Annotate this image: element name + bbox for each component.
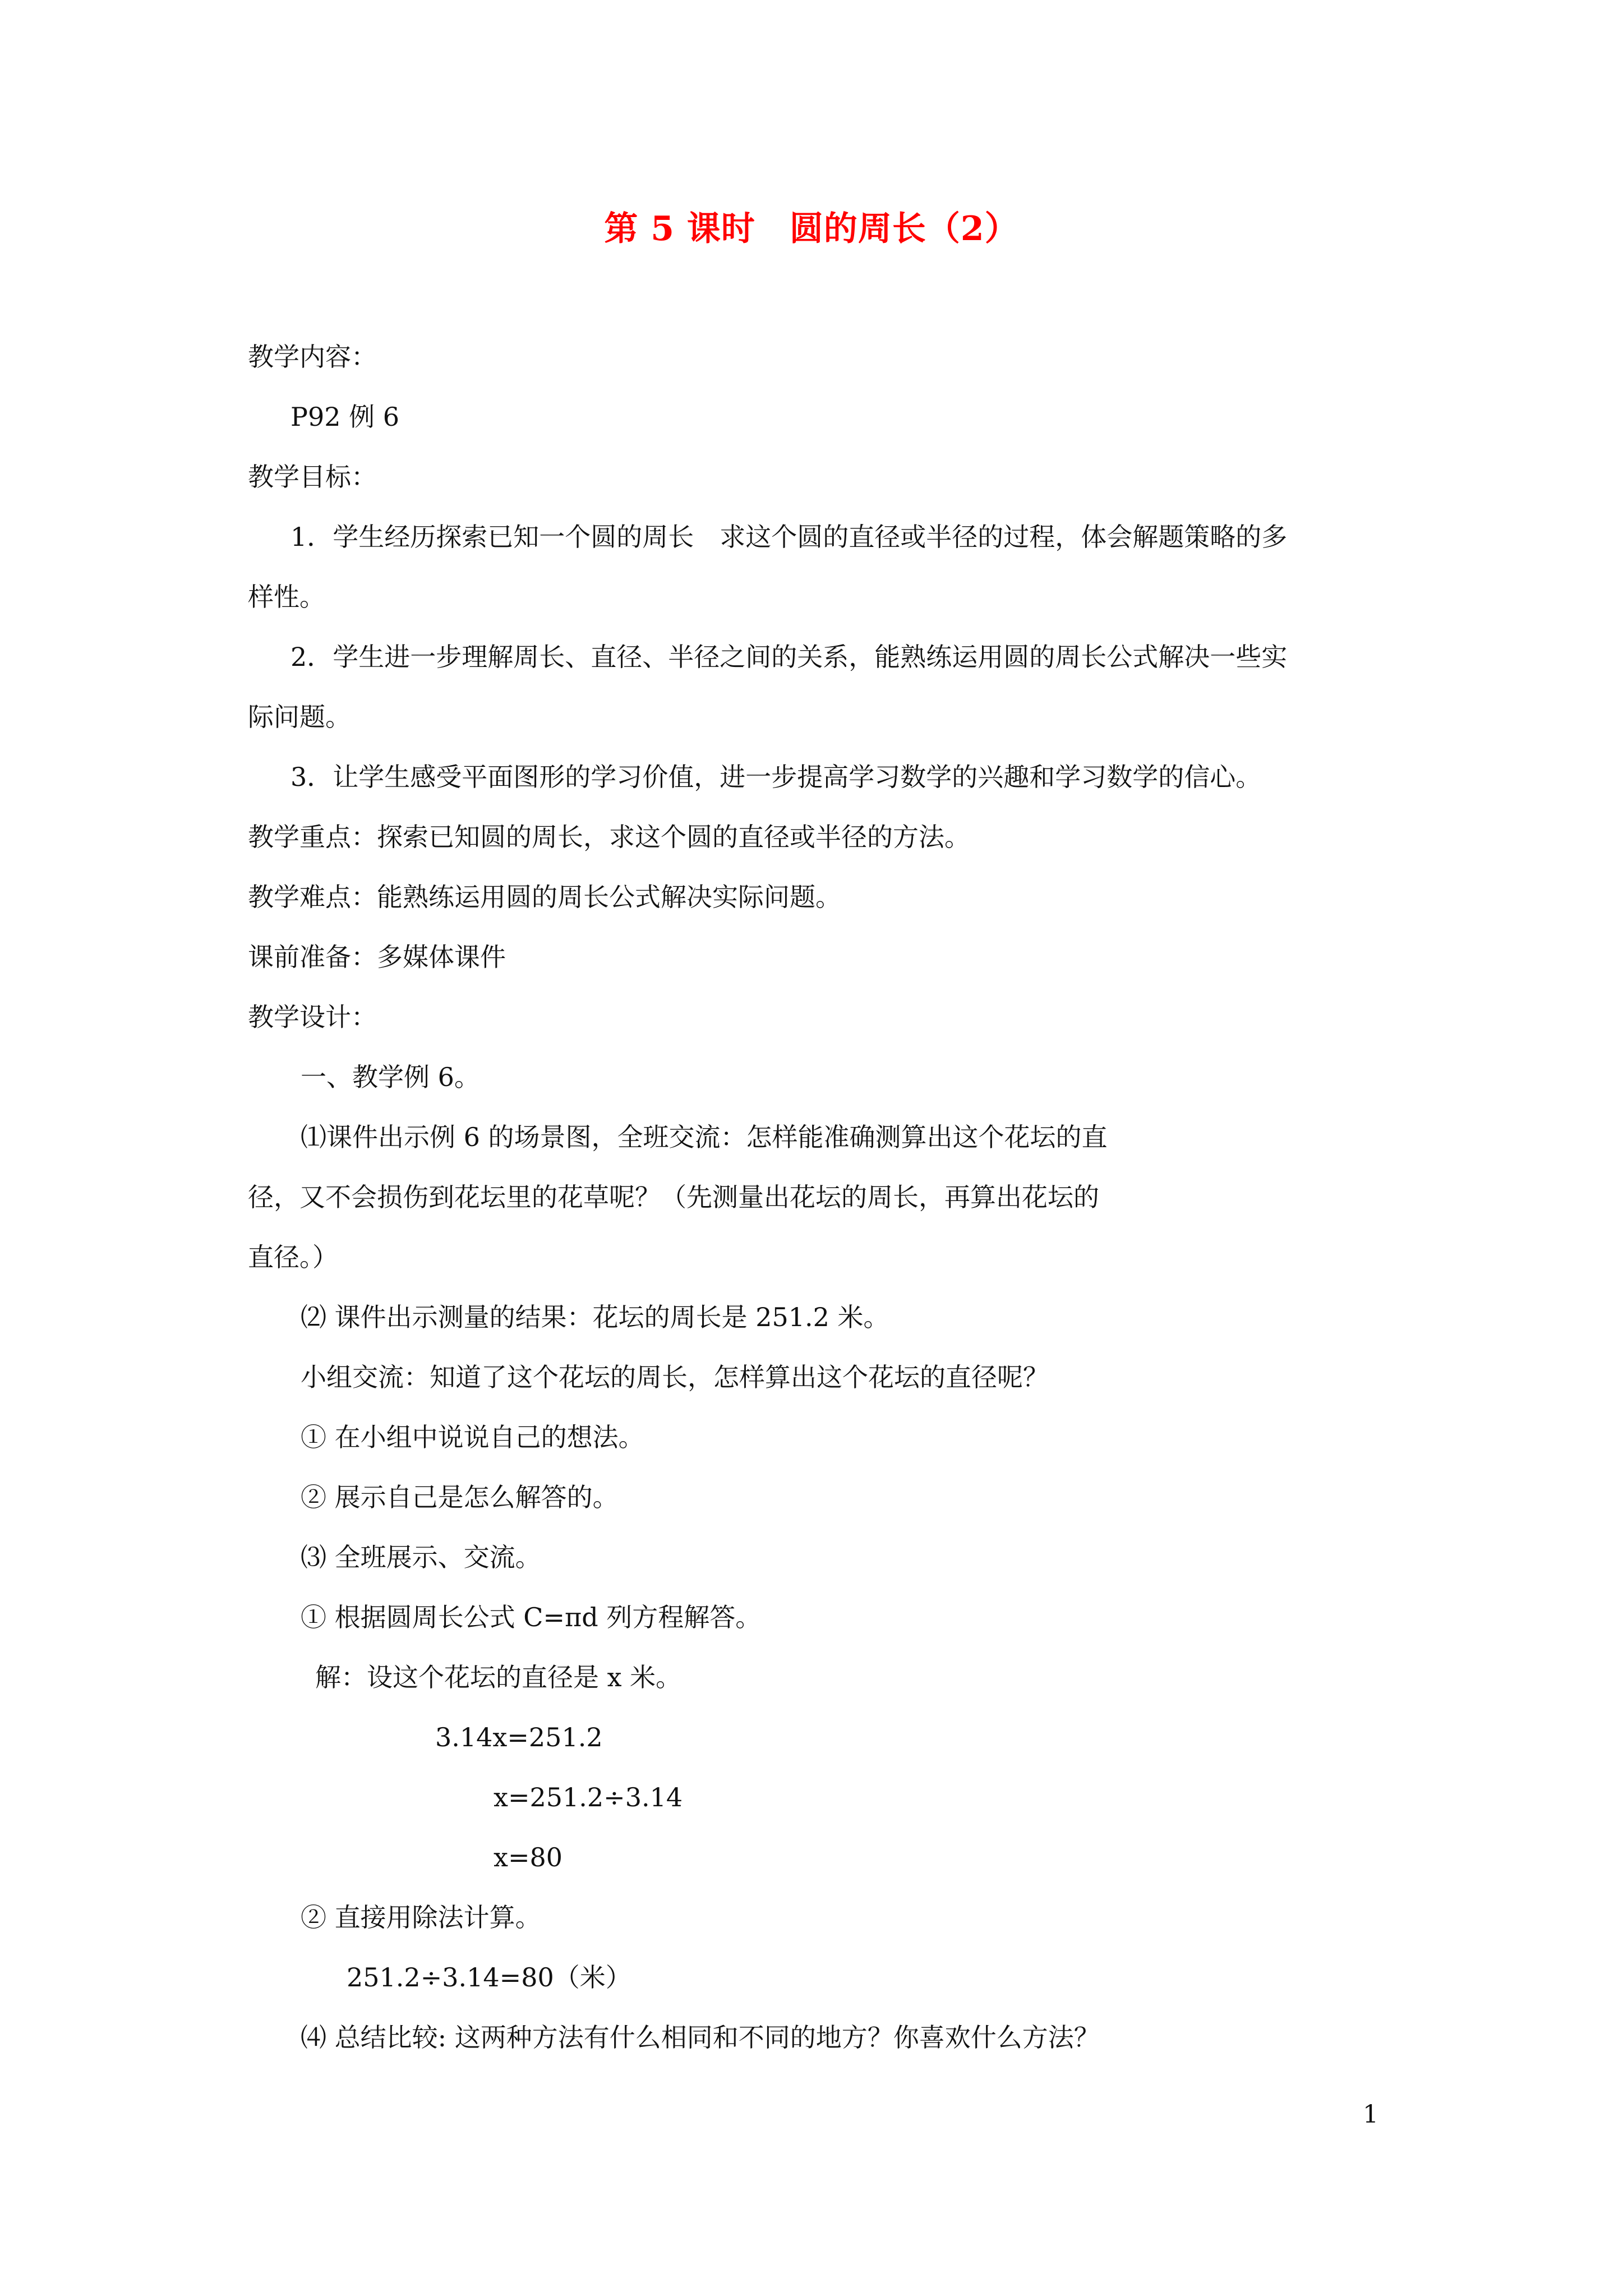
division-calculation: 251.2÷3.14=80（米） bbox=[347, 1962, 631, 1993]
page-number: 1 bbox=[1363, 2100, 1378, 2129]
group-discussion: 小组交流：知道了这个花坛的周长，怎样算出这个花坛的直径呢？ bbox=[301, 1362, 1049, 1392]
step-1-line-1: ⑴课件出示例 6 的场景图，全班交流：怎样能准确测算出这个花坛的直 bbox=[301, 1122, 1108, 1152]
method-1: ① 根据圆周长公式 C=πd 列方程解答。 bbox=[301, 1602, 762, 1632]
section-1-heading: 一、教学例 6。 bbox=[301, 1062, 480, 1092]
goal-2-line-1: 2．学生进一步理解周长、直径、半径之间的关系，能熟练运用圆的周长公式解决一些实 bbox=[291, 642, 1288, 672]
teaching-focus: 教学重点：探索已知圆的周长，求这个圆的直径或半径的方法。 bbox=[248, 822, 970, 852]
teaching-difficulty: 教学难点：能熟练运用圆的周长公式解决实际问题。 bbox=[248, 882, 841, 912]
method-2: ② 直接用除法计算。 bbox=[301, 1902, 541, 1932]
content-example: P92 例 6 bbox=[291, 402, 399, 432]
goal-3: 3．让学生感受平面图形的学习价值，进一步提高学习数学的兴趣和学习数学的信心。 bbox=[291, 762, 1262, 792]
step-4-summary: ⑷ 总结比较: 这两种方法有什么相同和不同的地方？你喜欢什么方法？ bbox=[301, 2022, 1100, 2053]
class-preparation: 课前准备：多媒体课件 bbox=[248, 942, 506, 972]
equation-line-3: x=80 bbox=[494, 1842, 563, 1872]
goal-1-line-2: 样性。 bbox=[248, 582, 325, 612]
step-3: ⑶ 全班展示、交流。 bbox=[301, 1542, 541, 1572]
label-teaching-goals: 教学目标： bbox=[248, 462, 377, 492]
goal-2-line-2: 际问题。 bbox=[248, 702, 351, 732]
solution-setup: 解：设这个花坛的直径是 x 米。 bbox=[315, 1662, 682, 1692]
discussion-item-1: ① 在小组中说说自己的想法。 bbox=[301, 1422, 644, 1452]
goal-1-line-1: 1．学生经历探索已知一个圆的周长 求这个圆的直径或半径的过程，体会解题策略的多 bbox=[291, 522, 1288, 552]
label-teaching-content: 教学内容： bbox=[248, 342, 377, 372]
equation-line-1: 3.14x=251.2 bbox=[435, 1722, 603, 1752]
step-1-line-2: 径，又不会损伤到花坛里的花草呢？（先测量出花坛的周长，再算出花坛的 bbox=[248, 1182, 1099, 1212]
step-2: ⑵ 课件出示测量的结果：花坛的周长是 251.2 米。 bbox=[301, 1302, 889, 1332]
step-1-line-3: 直径。） bbox=[248, 1242, 338, 1272]
discussion-item-2: ② 展示自己是怎么解答的。 bbox=[301, 1482, 619, 1512]
label-teaching-design: 教学设计： bbox=[248, 1002, 377, 1032]
equation-line-2: x=251.2÷3.14 bbox=[494, 1782, 683, 1812]
page-title: 第 5 课时 圆的周长（2） bbox=[604, 209, 1019, 249]
